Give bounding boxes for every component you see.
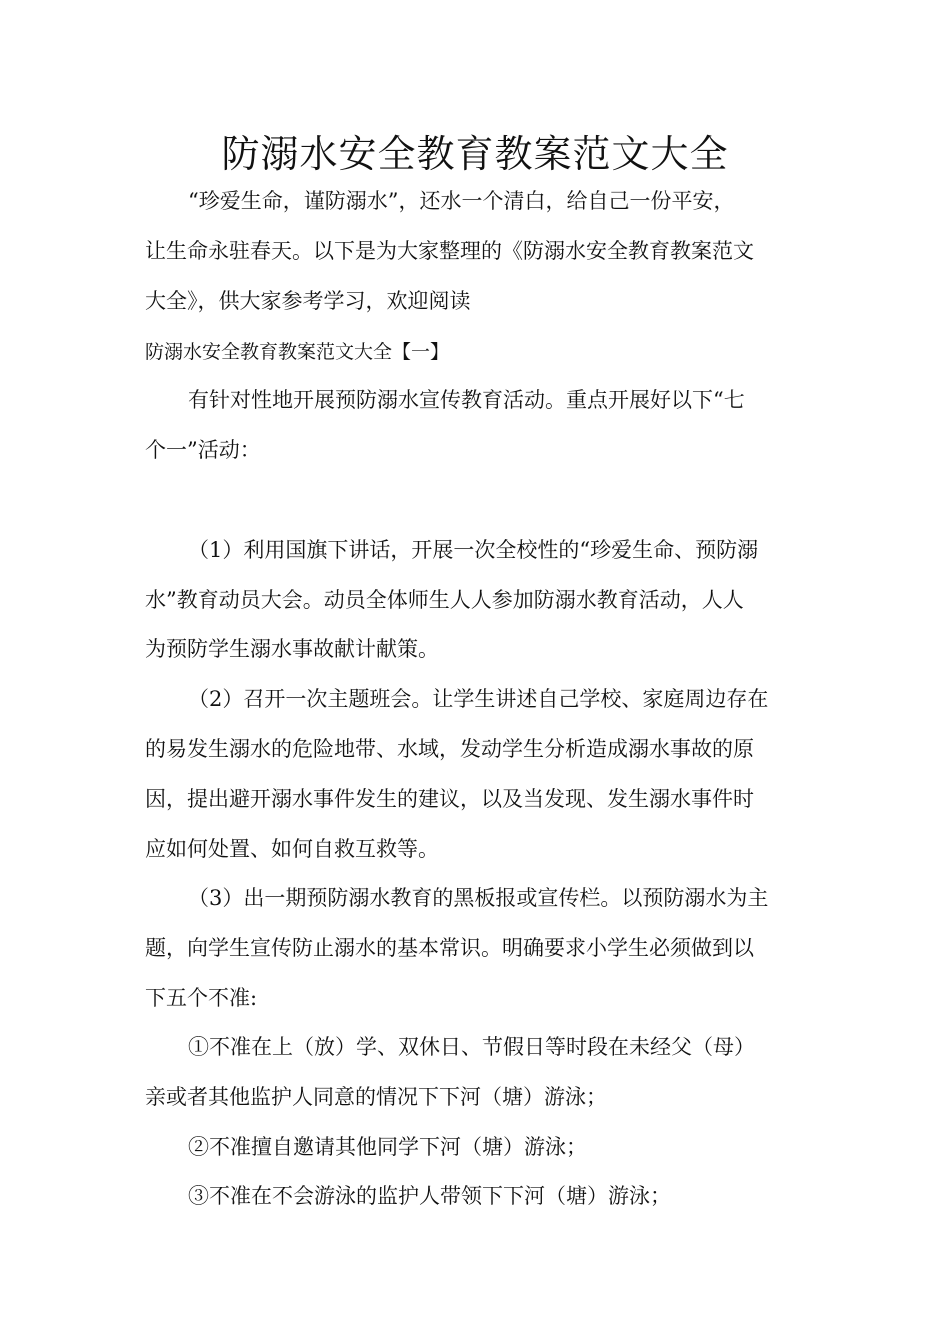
paragraph-line: 水”教育动员大会。动员全体师生人人参加防溺水教育活动，人人	[145, 588, 744, 612]
paragraph-line: 题，向学生宣传防止溺水的基本常识。明确要求小学生必须做到以	[145, 936, 754, 960]
list-item-line: ③不准在不会游泳的监护人带领下下河（塘）游泳；	[188, 1184, 671, 1208]
paragraph-line: 有针对性地开展预防溺水宣传教育活动。重点开展好以下“七	[188, 388, 745, 412]
list-item-line: 亲或者其他监护人同意的情况下下河（塘）游泳；	[145, 1085, 607, 1109]
intro-line-1: “珍爱生命，谨防溺水”，还水一个清白，给自己一份平安，	[188, 189, 735, 213]
paragraph-line: 为预防学生溺水事故献计献策。	[145, 637, 439, 661]
paragraph-line: 下五个不准:	[145, 986, 258, 1010]
section-heading: 防溺水安全教育教案范文大全【一】	[145, 341, 450, 363]
paragraph-line: （2）召开一次主题班会。让学生讲述自己学校、家庭周边存在	[188, 687, 769, 711]
intro-line-3: 大全》，供大家参考学习，欢迎阅读	[145, 289, 471, 313]
paragraph-line: （1）利用国旗下讲话，开展一次全校性的“珍爱生命、预防溺	[188, 538, 759, 562]
document-title: 防溺水安全教育教案范文大全	[221, 132, 729, 176]
paragraph-line: 因，提出避开溺水事件发生的建议，以及当发现、发生溺水事件时	[145, 787, 754, 811]
intro-line-2: 让生命永驻春天。以下是为大家整理的《防溺水安全教育教案范文	[145, 239, 754, 263]
paragraph-line: 的易发生溺水的危险地带、水域，发动学生分析造成溺水事故的原	[145, 737, 754, 761]
paragraph-line: 应如何处置、如何自救互救等。	[145, 837, 439, 861]
list-item-line: ②不准擅自邀请其他同学下河（塘）游泳；	[188, 1135, 587, 1159]
list-item-line: ①不准在上（放）学、双休日、节假日等时段在未经父（母）	[188, 1035, 755, 1059]
paragraph-line: （3）出一期预防溺水教育的黑板报或宣传栏。以预防溺水为主	[188, 886, 769, 910]
paragraph-line: 个一”活动：	[145, 438, 261, 462]
